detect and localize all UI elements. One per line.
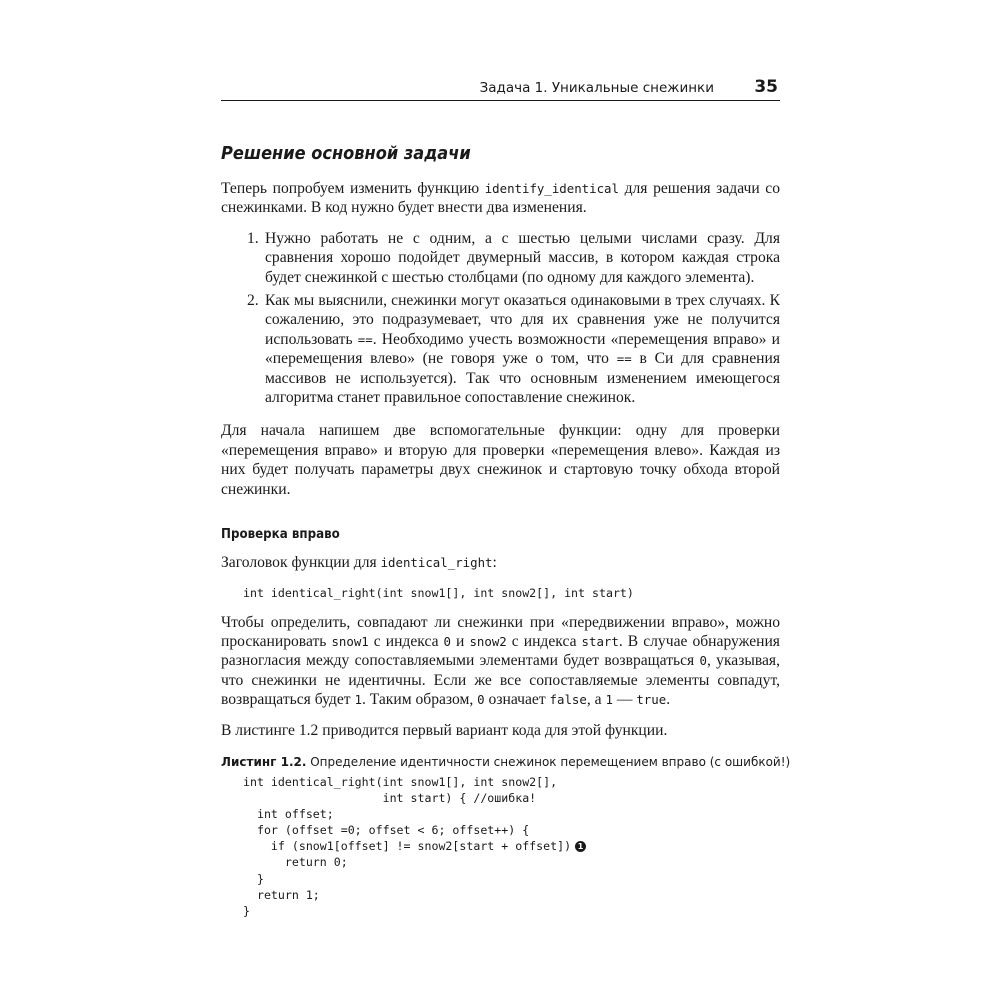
code-line: int identical_right(int snow1[], int snow2[], [243, 774, 558, 789]
text-run: и [451, 632, 470, 650]
running-header [221, 78, 780, 101]
code-line: int offset; [243, 807, 334, 822]
code-line: int start) { //ошибка! [243, 791, 537, 806]
inline-code: 1 [354, 692, 362, 708]
code-line: return 1; [243, 887, 320, 902]
code-line: return 0; [243, 855, 348, 870]
text-run: , а [586, 691, 606, 709]
inline-code: 1 [605, 692, 613, 708]
text-run: Теперь попробуем изменить функцию [221, 180, 485, 197]
text-run: . [666, 691, 671, 709]
chapter-title: Задача 1. Уникальные снежинки [479, 80, 714, 96]
inline-code: false [549, 692, 587, 708]
listing-reference: В листинге 1.2 приводится первый вариант кода для этой функции. [221, 721, 668, 739]
text-run: : [492, 554, 497, 572]
inline-code: 0 [699, 653, 707, 669]
inline-code: 0 [477, 692, 485, 708]
list-item [221, 229, 780, 287]
text-run: . Необходимо учесть возможности «перемещения вправо» и «перемещения влево» (не говоря уже о том, что [265, 330, 780, 368]
code-line: } [243, 903, 250, 918]
header-intro-paragraph [221, 553, 780, 572]
inline-code: snow1 [331, 633, 369, 649]
list-item-text: Нужно работать не с одним, а с шестью целыми числами сразу. Для сравнения хорошо подойдет двумерный массив, в котором каждая строка будет снежинкой с шестью столбцами (по одному для каждого элемента). [265, 229, 780, 286]
inline-code: == [357, 331, 373, 347]
helpers-paragraph: Для начала напишем две вспомогательные функции: одну для проверки «перемещения вправо» и вторую для проверки «перемещения влево». Каждая из них будет получать параметры двух снежинок и стартовую точку обхода второй снежинки. [221, 422, 780, 498]
list-item-number: 1. [247, 229, 259, 247]
text-run: . Таким образом, [361, 691, 478, 709]
code-line: } [243, 871, 264, 886]
inline-code: start [581, 633, 619, 649]
page-content [221, 142, 791, 919]
text-run: для решения задачи со снежинками. В код нужно будет внести два изменения. [221, 180, 780, 217]
inline-code: 0 [443, 633, 452, 649]
listing-label: Листинг 1.2. [221, 754, 307, 769]
text-run: , указывая, что снежинки не идентичны. Если же все сопоставляемые элементы совпадут, возвращаться будет [221, 652, 780, 709]
page-number: 35 [754, 77, 778, 97]
code-line: for (offset =0; offset < 6; offset++) { [243, 823, 530, 838]
text-run: с индекса [506, 632, 582, 650]
listing-caption [221, 754, 791, 770]
code-line: if (snow1[offset] != snow2[start + offset]) [243, 839, 572, 854]
intro-paragraph [221, 179, 780, 218]
inline-code: == [616, 351, 632, 367]
text-run: Чтобы определить, совпадают ли снежинки при «передвижении вправо», можно просканировать [221, 613, 780, 650]
subsection-heading: Проверка вправо [221, 526, 340, 543]
section-heading: Решение основной задачи [221, 143, 471, 164]
text-run: Заголовок функции для [221, 554, 381, 572]
explain-paragraph [221, 613, 780, 710]
inline-code: identical_right [380, 555, 493, 571]
code-listing [221, 774, 780, 919]
function-signature: int identical_right(int snow1[], int snow2[], int start) [243, 585, 634, 600]
list-item-number: 2. [247, 292, 259, 310]
listing-caption-text: Определение идентичности снежинок перемещением вправо (с ошибкой!) [306, 754, 791, 769]
change-list [221, 229, 780, 408]
list-item [221, 291, 780, 407]
text-run: . В случае обнаружения разногласия между сопоставляемыми элементами будет возвращаться [221, 632, 780, 670]
text-run: означает [484, 691, 550, 709]
text-run: с индекса [368, 632, 444, 650]
text-run: в Си для сравнения массивов не используется). Так что основным изменением имеющегося алгоритма станет правильное сопоставление снежинок. [265, 350, 780, 407]
text-run: Как мы выяснили, снежинки могут оказаться одинаковыми в трех случаях. К сожалению, это подразумевает, что для их сравнения уже не получится использовать [265, 292, 780, 348]
inline-code: snow2 [469, 633, 507, 649]
text-run: — [612, 691, 637, 709]
inline-code: true [636, 692, 667, 708]
inline-code: identify_identical [484, 181, 619, 196]
callout-marker-icon: 1 [575, 841, 586, 852]
